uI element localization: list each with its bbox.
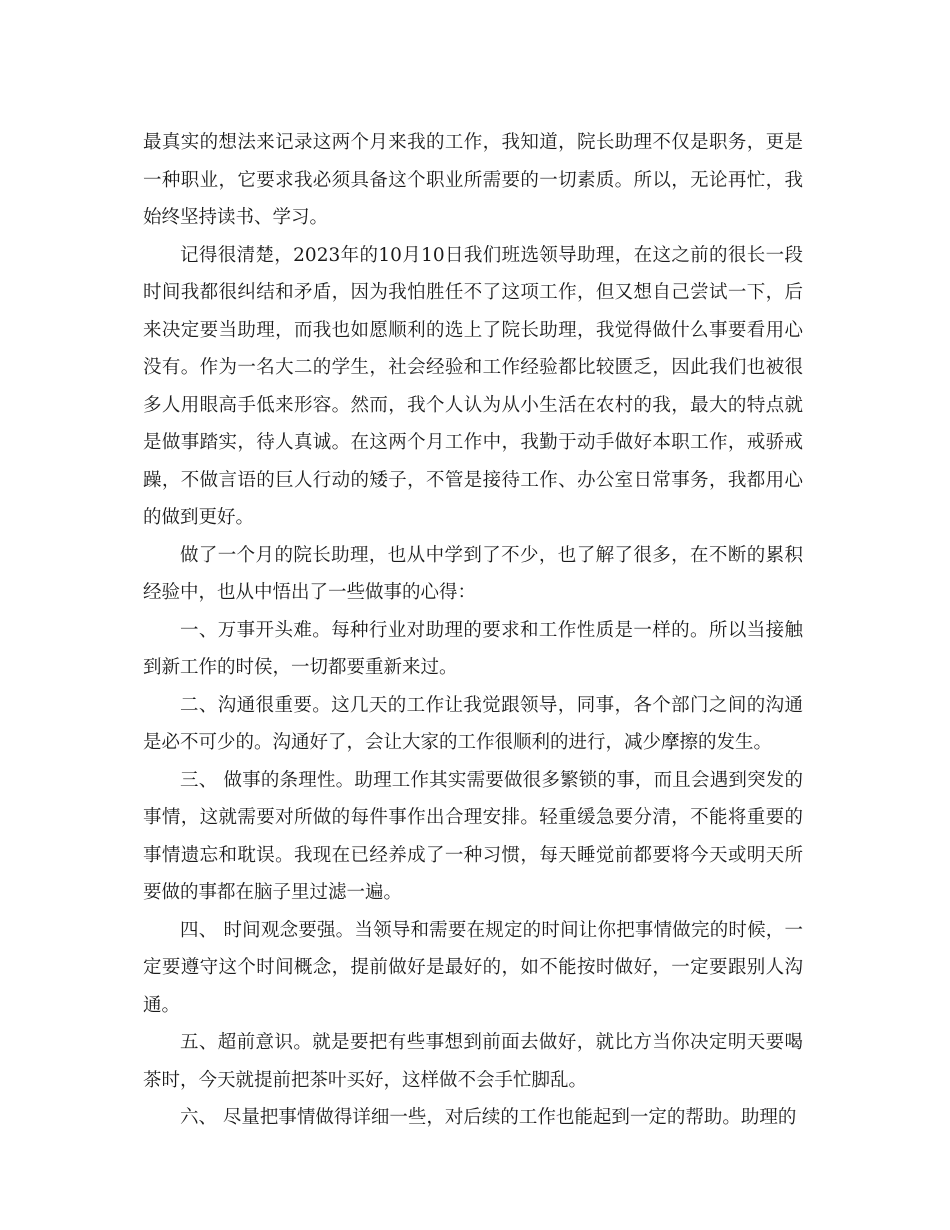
document-body [143,124,803,1137]
paragraph: 六、 尽量把事情做得详细一些，对后续的工作也能起到一定的帮助。助理的 [180,1107,797,1128]
paragraph: 一、万事开头难。每种行业对助理的要求和工作性质是一样的。所以当接触到新工作的时侯，一切都要重新来过。 [143,619,803,678]
paragraph: 做了一个月的院长助理，也从中学到了不少，也了解了很多，在不断的累积经验中，也从中悟出了一些做事的心得： [143,544,803,603]
paragraph: 四、 时间观念要强。当领导和需要在规定的时间让你把事情做完的时候，一定要遵守这个时间概念，提前做好是最好的，如不能按时做好，一定要跟别人沟通。 [143,919,803,1016]
paragraph: 记得很清楚，2023年的10月10日我们班选领导助理，在这之前的很长一段时间我都很纠结和矛盾，因为我怕胜任不了这项工作，但又想自己尝试一下，后来决定要当助理，而我也如愿顺利的选上了院长助理，我觉得做什么事要看用心没有。作为一名大二的学生，社会经验和工作经验都比较匮乏，因此我们也被很多人用眼高手低来形容。然而，我个人认为从小生活在农村的我，最大的特点就是做事踏实，待人真诚。在这两个月工作中，我勤于动手做好本职工作，戒骄戒躁，不做言语的巨人行动的矮子，不管是接待工作、办公室日常事务，我都用心的做到更好。 [143,244,803,528]
paragraph: 最真实的想法来记录这两个月来我的工作，我知道，院长助理不仅是职务，更是一种职业，它要求我必须具备这个职业所需要的一切素质。所以，无论再忙，我始终坚持读书、学习。 [143,132,803,228]
paragraph: 三、 做事的条理性。助理工作其实需要做很多繁锁的事，而且会遇到突发的事情，这就需要对所做的每件事作出合理安排。轻重缓急要分清，不能将重要的事情遗忘和耽误。我现在已经养成了一种习惯，每天睡觉前都要将今天或明天所要做的事都在脑子里过滤一遍。 [143,769,803,903]
paragraph: 二、沟通很重要。这几天的工作让我觉跟领导，同事，各个部门之间的沟通是必不可少的。沟通好了，会让大家的工作很顺利的进行，减少摩擦的发生。 [143,694,803,753]
paragraph: 五、超前意识。就是要把有些事想到前面去做好，就比方当你决定明天要喝茶时，今天就提前把茶叶买好，这样做不会手忙脚乱。 [143,1032,803,1091]
